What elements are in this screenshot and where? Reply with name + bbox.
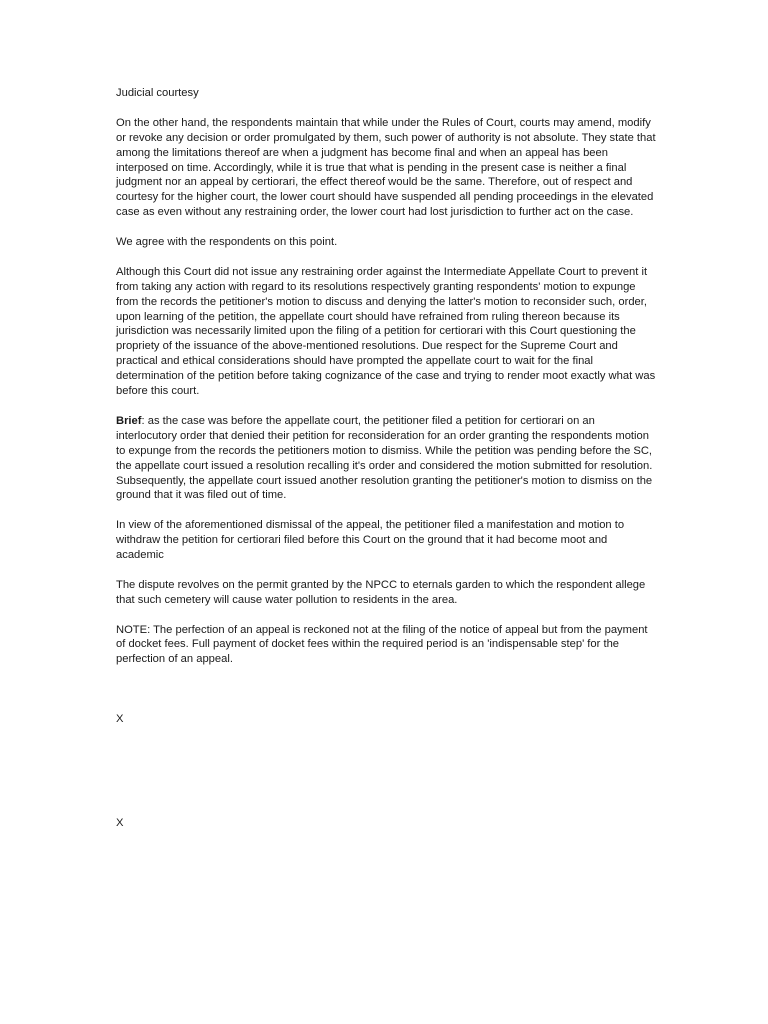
paragraph-agreement: We agree with the respondents on this point. xyxy=(116,236,338,249)
paragraph-respondents-position: On the other hand, the respondents maintain that while under the Rules of Court, courts may amend, modify or revoke any decision or order promulgated by them, such power of authority is not absolute. They state that among the limitations thereof are when a judgment has become final and when an appeal has been interposed on time. Accordingly, while it is true that what is pending in the present case is neither a final judgment nor an appeal by certiorari, the effect thereof would be the same. Therefore, out of respect and courtesy for the higher court, the lower court should have suspended all pending proceedings in the elevated case as even without any restraining order, the lower court had lost jurisdiction to further act on the case. xyxy=(116,116,656,219)
brief-text: : as the case was before the appellate court, the petitioner filed a petition for certiorari on an interlocutory order that denied their petition for reconsideration for an order granting the respondents motion to expunge from the records the petitioners motion to dismiss. While the petition was pending before the SC, the appellate court issued a resolution recalling it's order and considered the motion submitted for resolution. Subsequently, the appellate court issued another resolution granting the petitioner's motion to dismiss on the ground that it was filed out of time. xyxy=(116,414,653,502)
brief-label: Brief xyxy=(116,414,142,427)
x-marker: X xyxy=(116,817,124,829)
x-marker: X xyxy=(116,713,124,725)
paragraph-dispute: The dispute revolves on the permit granted by the NPCC to eternals garden to which the respondent allege that such cemetery will cause water pollution to residents in the area. xyxy=(116,578,646,606)
paragraph-dismissal: In view of the aforementioned dismissal of the appeal, the petitioner filed a manifestation and motion to withdraw the petition for certiorari filed before this Court on the ground that it had become moot and academic xyxy=(116,519,625,562)
section-heading: Judicial courtesy xyxy=(116,87,199,99)
paragraph-appellate-court: Although this Court did not issue any restraining order against the Intermediate Appellate Court to prevent it from taking any action with regard to its resolutions respectively granting respondents' motion to expunge from the records the petitioner's motion to discuss and denying the latter's motion to reconsider such, order, upon learning of the petition, the appellate court should have refrained from ruling thereon because its jurisdiction was necessarily limited upon the filing of a petition for certiorari with this Court questioning the propriety of the issuance of the above-mentioned resolutions. Due respect for the Supreme Court and practical and ethical considerations should have prompted the appellate court to wait for the final determination of the petition before taking cognizance of the case and trying to render moot exactly what was before this court. xyxy=(116,265,656,398)
paragraph-brief xyxy=(116,414,656,503)
document-body xyxy=(116,86,656,682)
paragraph-note: NOTE: The perfection of an appeal is reckoned not at the filing of the notice of appeal but from the payment of docket fees. Full payment of docket fees within the required period is an 'indispensable step' for the perfection of an appeal. xyxy=(116,623,648,666)
